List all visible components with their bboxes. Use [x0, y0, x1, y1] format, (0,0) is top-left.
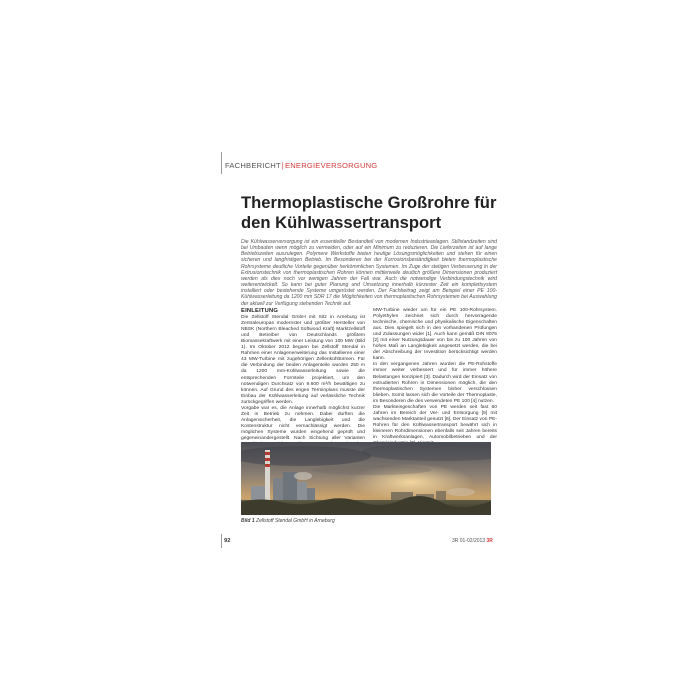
- article-title: Thermoplastische Großrohre für den Kühlwassertransport: [241, 193, 497, 232]
- section-rule: [221, 152, 222, 174]
- caption-text: Zellstoff Stendal GmbH in Arneburg: [256, 518, 335, 524]
- text-column-right: [373, 308, 497, 447]
- plant-photo: [241, 442, 491, 515]
- body-paragraph: Die Zellstoff Stendal GmbH mit Sitz in Arneburg ist Zentraleuropas modernster und größter Hersteller von NBSK (Northern Bleached Softwood Kraft) Marktzellstoff und Betreiber von Deutschlands größtem Biomassekraftwerk mit einer Leistung von 100 MW (Bild 1). Im Oktober 2012 begann bei Zellstoff Stendal in Rahmen einer Anlagenerweiterung das Installieren einer 43 MW-Turbine mit zugehörigen Zellenkühltürmen. Für die Verbindung der beiden Anlagenteile wurden 250 m da 1200 mm-Kühlwasserleitung sowie die entsprechenden Formteile projektiert, um den notwendigen Durchsatz von 9.600 m³/h bewältigen zu können. Auf Grund des engen Terminplans musste der Einbau der Kühlwasserleitung auf verlässliche Technik zurückgegriffen werden.: [241, 315, 365, 405]
- section-category: FACHBERICHT: [225, 161, 281, 170]
- article-lead: Die Kühlwasserversorgung ist ein essentieller Bestandteil von modernen Industrieanlagen. Stillstandzeiten sind bei Umbauten wenn möglich zu vermeiden, oder auf ein Minimum zu reduzieren. Die Lieferzeiten ist auf lange Betriebszeiten auszulegen. Polymere Werkstoffe bieten heutige Lösungsmöglichkeiten und stehen für einen sicheren und langfristigen Betrieb. Im Besonderen bei der Korrosionsbeständigkeit bieten thermoplastische Rohrsysteme deutliche Vorteile gegenüber herkömmlichen Systemen. Im Zuge der stetigen Verbesserung in der Extrusionstechnik von thermoplastischen Rohren können mittlerweile deutlich größere Dimensionen produziert werden als dies noch vor wenigen Jahren der Fall war. Auch die notwendige Verbindungstechnik wird weiterentwickelt. So kann bei guter Planung und Umsetzung innerhalb kürzester Zeit ein komplettsystem installiert oder bestehende Systeme umgerüstet werden. Der Fachbeitrag zeigt am Beispiel einer PE 100-Kühlwasserleitung da 1200 mm SDR 17 die Möglichkeiten von thermoplastischen Rohrsystemen bei Auswahlung der aktuell zur Verfügung stehenden Technik auf.: [241, 239, 497, 307]
- photo-caption: [241, 518, 335, 524]
- intro-heading: EINLEITUNG: [241, 308, 279, 314]
- section-separator: |: [281, 161, 284, 170]
- body-paragraph: Die Markteingeschaften von PE werden seit fast 60 Jahren im Bereich der Ver- und Entsorgung [5] mit wachsenden Marktanteil genutzt [6]. Der Einsatz von PE-Rohren für den Kühlwassertransport bewährt sich in kleineren Rohrdimensionen ebenfalls seit Jahren bereits in Kraftwerksanlagen, Automobilbetrieben und der: [373, 404, 497, 440]
- page-number: 92: [224, 538, 231, 544]
- caption-label: Bild 1: [241, 518, 255, 524]
- section-label: [225, 161, 377, 170]
- body-paragraph: In den vergangenen Jahren wurden die PE-Rohstoffe immer weiter verbessert und für immer höhere Belastungen konzipiert [3]. Dadurch wird der Einsatz von extrudierten Rohren in Dimensionen möglich, die den thermoplastischen Systemen bisher verschlossen blieben. Somit lassen sich die Vorteile der Thermoplaste, im Besonderen die des verwendeten PE 100 [4] nutzen.: [373, 362, 497, 404]
- section-subcategory: ENERGIEVERSORGUNG: [284, 161, 378, 170]
- footer-rule: [221, 534, 222, 548]
- journal-logo-mark: 3R: [486, 538, 493, 544]
- body-paragraph: Vorgabe war es, die Anlage innerhalb möglichst kurzer Zeit in Betrieb zu nehmen. Dabei durften die Anlagensicherheit, die Langlebigkeit und die Kostenstruktur nicht vernachlässigt werden. Die möglichen Systeme wurden eingehend geprüft und gegeneinandergestellt. Nach Sichtung aller Varianten: [241, 405, 365, 441]
- journal-issue: 3R 01-02/2013: [452, 538, 486, 544]
- body-paragraph: MW-Turbine wieder um für ein PE 100-Rohrsystem. Polyethylen zeichnet sich durch hervorragende technische, chemische und physikalische Eigenschaften aus. Dies spiegelt sich in den vorhandenen Prüfungen und Zulassungen wider [1]. Auch kann gemäß DIN 8075 [2] mit einer Nutzungsdauer von bis zu 100 Jahren von hohes Maß an Langlebigkeit angesetzt werden, die bei der Abschreibung der Investition berücksichtigt werden kann.: [373, 308, 497, 362]
- journal-footer: [452, 538, 493, 544]
